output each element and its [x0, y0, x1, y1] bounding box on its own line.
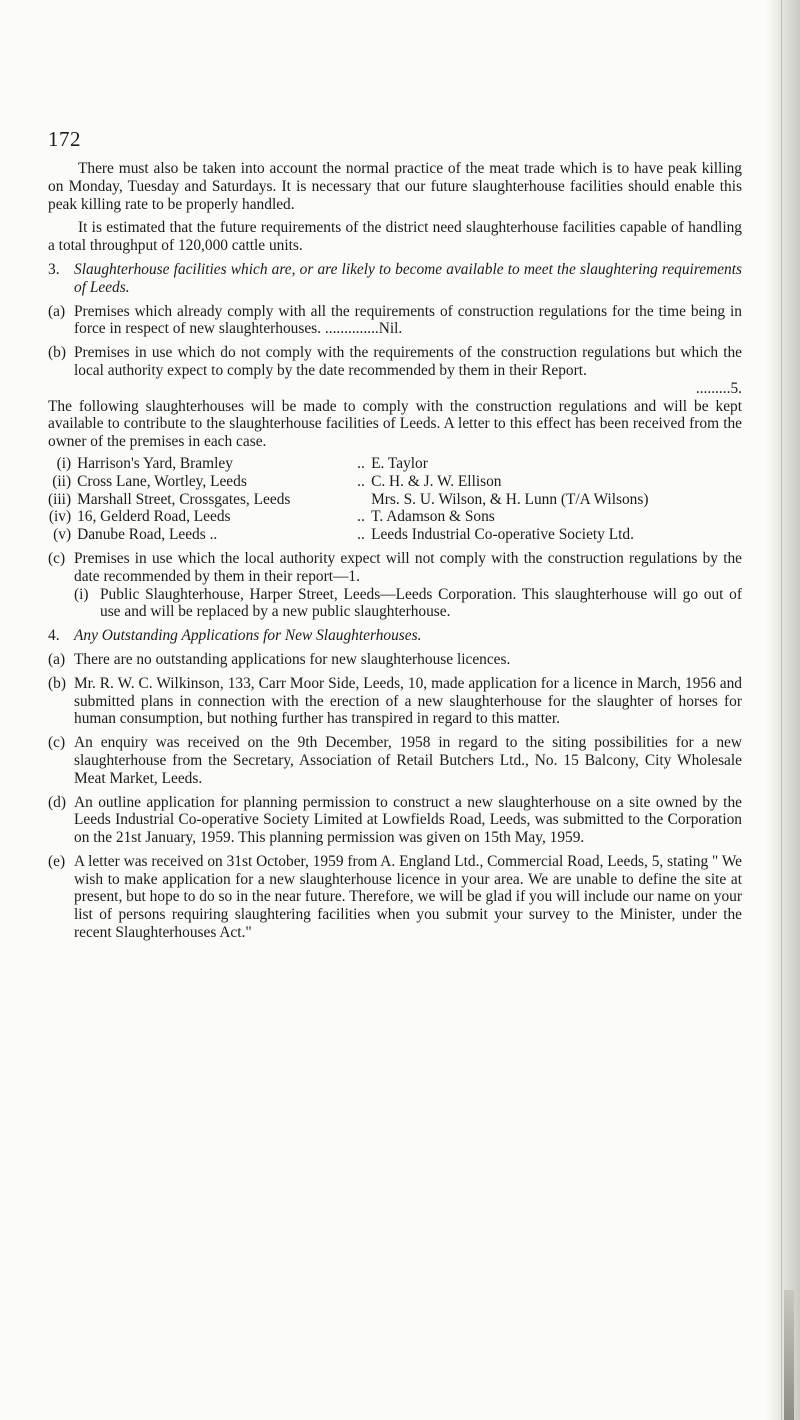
item-label: (a) [48, 302, 66, 320]
premises-owner: Leeds Industrial Co-operative Society Ltd. [371, 526, 634, 544]
list-number: (v) [53, 526, 72, 544]
list-number: (iii) [48, 490, 72, 508]
item-text: An outline application for planning permission to construct a new slaughterhouse on a site owned by the Leeds Industrial Co-operative Society Limited at Lowfields Road, Leeds, was submitted to the Corporation on the 21st January, 1959. This planning permission was given on 15th May, 1959. [74, 793, 742, 847]
slaughterhouse-list [48, 455, 742, 544]
item-label: (b) [48, 344, 66, 362]
section-heading: Any Outstanding Applications for New Slaughterhouses. [74, 627, 422, 645]
section-4-heading [48, 627, 742, 645]
list-number: (iv) [48, 508, 72, 526]
list-number: (i) [56, 454, 72, 472]
item-b-count [48, 380, 742, 398]
intro-paragraph-1: There must also be taken into account the normal practice of the meat trade which is to have peak killing on Monday, Tuesday and Saturdays. It is necessary that our future slaughterhouse facilities should enable this peak killing rate to be properly handled. [48, 160, 742, 213]
item-label: (e) [48, 852, 66, 870]
item-value: Nil. [378, 320, 403, 338]
item-label: (a) [48, 650, 66, 668]
item-text: Premises in use which do not comply with the requirements of the construction regulations but which the local authority expect to comply by the date recommended by them in their Report. [74, 344, 742, 379]
leader-dots: .. [357, 454, 365, 472]
item-label: (c) [48, 734, 66, 752]
section-4-item [48, 853, 742, 942]
binding-shadow [784, 1290, 794, 1420]
section-3-item-c [48, 550, 742, 586]
item-label: (c) [48, 549, 66, 567]
leader-dots: .. [357, 508, 365, 526]
section-4-item [48, 734, 742, 787]
leader-dots: .............. [324, 320, 379, 338]
section-3-item-b [48, 344, 742, 380]
item-text: Public Slaughterhouse, Harper Street, Leeds—Leeds Corporation. This slaughterhouse will go out of use and will be replaced by a new public slaughterhouse. [100, 585, 742, 621]
premises-location: 16, Gelderd Road, Leeds [77, 508, 231, 526]
list-row [48, 508, 742, 526]
list-row [48, 526, 742, 544]
item-label: (b) [48, 674, 66, 692]
list-row [48, 491, 742, 509]
item-label: (d) [48, 793, 66, 811]
section-4-items [48, 651, 742, 942]
list-number: (ii) [52, 472, 72, 490]
premises-owner: E. Taylor [371, 454, 428, 472]
premises-owner: Mrs. S. U. Wilson, & H. Lunn (T/A Wilsons) [371, 490, 649, 508]
section-number: 3. [48, 260, 60, 278]
list-intro: The following slaughterhouses will be made to comply with the construction regulations and will be kept available to contribute to the slaughterhouse facilities of Leeds. A letter to this effect has been received from the owner of the premises in each case. [48, 397, 742, 451]
sub-item-i [74, 586, 742, 622]
list-row [48, 455, 742, 473]
item-label: (i) [74, 585, 89, 603]
premises-location: Cross Lane, Wortley, Leeds [77, 472, 247, 490]
item-text: A letter was received on 31st October, 1959 from A. England Ltd., Commercial Road, Leeds, 5, stating " We wish to make application for a new slaughterhouse licence in your area. We are unable to define the site at present, but hope to do so in the near future. Therefore, we will be glad if you will include our name on your list of persons requiring slaughtering facilities when you submit your survey to the Minister, under the recent Slaughterhouses Act." [74, 852, 742, 942]
item-text: Mr. R. W. C. Wilkinson, 133, Carr Moor Side, Leeds, 10, made application for a licence in March, 1956 and submitted plans in connection with the erection of a new slaughterhouse for the slaughter of horses for human consumption, but nothing further has transpired in regard to this matter. [74, 674, 742, 728]
item-text: Premises in use which the local authority expect will not comply with the construction regulations by the date recommended by them in their report—1. [74, 549, 742, 585]
premises-owner: T. Adamson & Sons [371, 508, 495, 526]
leader-dots: .. [357, 472, 365, 490]
item-text: Premises which already comply with all the requirements of construction regulations for the time being in force in respect of new slaughterhouses. [74, 302, 742, 338]
document-body [48, 160, 742, 942]
section-4-item [48, 794, 742, 847]
premises-location: Harrison's Yard, Bramley [77, 454, 233, 472]
section-4-item [48, 651, 742, 669]
item-text: There are no outstanding applications for new slaughterhouse licences. [74, 650, 511, 668]
section-heading: Slaughterhouse facilities which are, or are likely to become available to meet the slaughtering requirements of Leeds. [74, 260, 742, 296]
intro-paragraph-2: It is estimated that the future requirements of the district need slaughterhouse facilities capable of handling a total throughput of 120,000 cattle units. [48, 219, 742, 255]
page-number: 172 [48, 127, 81, 151]
section-3-item-c-sub [48, 586, 742, 622]
count-value: 5. [730, 379, 742, 397]
premises-owner: C. H. & J. W. Ellison [371, 472, 502, 490]
leader-dots: ......... [695, 379, 731, 397]
premises-location: Danube Road, Leeds .. [77, 526, 218, 544]
premises-location: Marshall Street, Crossgates, Leeds [77, 490, 291, 508]
item-text: An enquiry was received on the 9th December, 1958 in regard to the siting possibilities for a new slaughterhouse from the Secretary, Association of Retail Butchers Ltd., No. 15 Balcony, City Wholesale Meat Market, Leeds. [74, 734, 742, 787]
section-number: 4. [48, 627, 60, 645]
list-row [48, 473, 742, 491]
section-4-item [48, 675, 742, 728]
section-3-heading [48, 261, 742, 297]
leader-dots: .. [357, 526, 365, 544]
binding-edge [766, 0, 800, 1420]
leader-dots [357, 491, 371, 509]
section-3-item-a [48, 303, 742, 339]
binding-line [781, 0, 782, 1420]
